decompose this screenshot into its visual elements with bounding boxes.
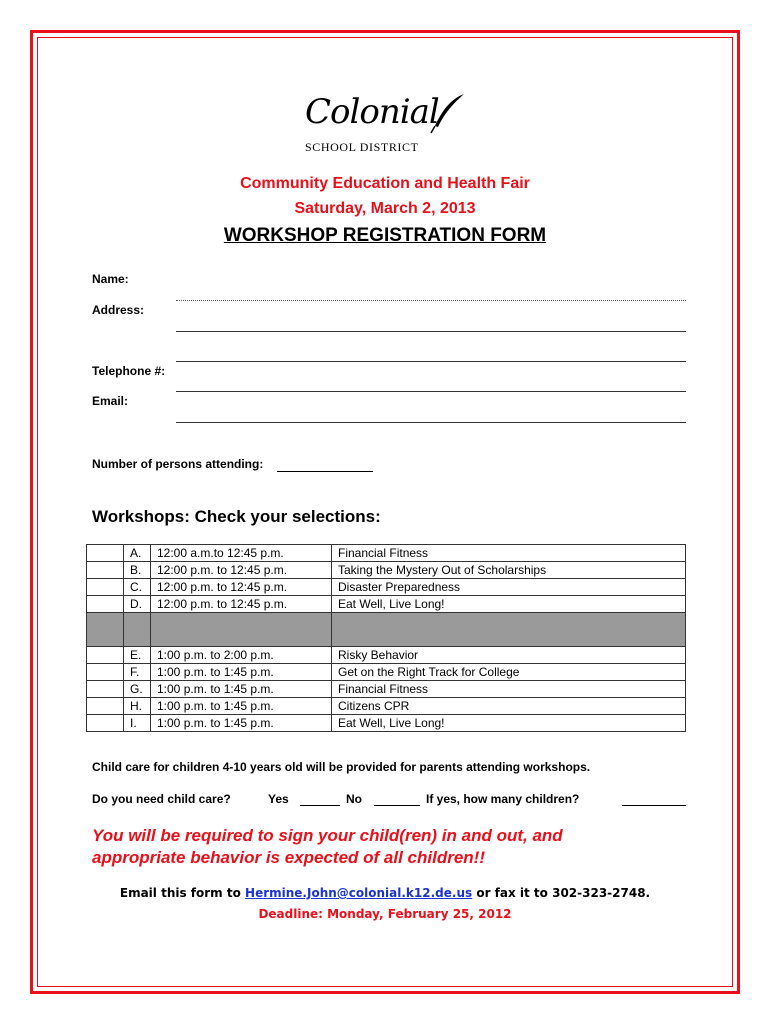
workshop-time: 1:00 p.m. to 1:45 p.m. [151,698,332,715]
table-row [87,698,686,715]
workshop-letter: C. [124,579,151,596]
email-label: Email: [92,394,129,408]
workshop-time: 1:00 p.m. to 1:45 p.m. [151,715,332,732]
warning-line-2: appropriate behavior is expected of all children!! [92,848,485,867]
table-row [87,664,686,681]
workshop-topic: Disaster Preparedness [332,579,686,596]
how-many-label: If yes, how many children? [426,792,580,806]
how-many-line[interactable] [622,805,686,806]
workshop-time: 12:00 p.m. to 12:45 p.m. [151,579,332,596]
workshops-table [86,544,686,732]
name-label: Name: [92,272,129,286]
checkbox-cell[interactable] [87,698,124,715]
checkbox-cell[interactable] [87,579,124,596]
table-row [87,579,686,596]
checkbox-cell[interactable] [87,664,124,681]
behavior-warning [92,825,563,869]
table-row [87,681,686,698]
event-date: Saturday, March 2, 2013 [294,200,476,217]
childcare-question: Do you need child care? [92,792,231,806]
persons-label: Number of persons attending: [92,457,264,471]
workshop-letter: D. [124,596,151,613]
checkbox-cell[interactable] [87,715,124,732]
contact-prefix: Email this form to [119,886,241,900]
table-row [87,545,686,562]
workshop-time: 12:00 p.m. to 12:45 p.m. [151,562,332,579]
deadline: Deadline: Monday, February 25, 2012 [258,907,512,921]
contact-suffix: or fax it to 302-323-2748. [476,886,651,900]
table-row [87,715,686,732]
workshop-topic: Financial Fitness [332,681,686,698]
persons-line[interactable] [277,471,373,472]
workshop-letter: F. [124,664,151,681]
event-title: Community Education and Health Fair [240,175,530,192]
workshop-topic: Taking the Mystery Out of Scholarships [332,562,686,579]
checkbox-cell[interactable] [87,596,124,613]
address-line-2[interactable] [176,361,686,362]
no-label: No [346,792,362,806]
email-line[interactable] [176,422,686,423]
address-line-1[interactable] [176,331,686,332]
workshop-topic: Eat Well, Live Long! [332,715,686,732]
yes-label: Yes [268,792,289,806]
childcare-info: Child care for children 4-10 years old will be provided for parents attending workshops. [92,760,591,774]
telephone-line[interactable] [176,391,686,392]
name-line[interactable] [176,300,686,301]
workshop-letter: E. [124,647,151,664]
workshop-letter: H. [124,698,151,715]
workshop-letter: B. [124,562,151,579]
workshop-topic: Eat Well, Live Long! [332,596,686,613]
district-logo [305,92,465,158]
workshop-time: 1:00 p.m. to 1:45 p.m. [151,681,332,698]
workshops-title: Workshops: Check your selections: [92,507,381,526]
workshop-topic: Financial Fitness [332,545,686,562]
workshop-time: 12:00 a.m.to 12:45 p.m. [151,545,332,562]
table-row [87,596,686,613]
yes-line[interactable] [300,805,340,806]
checkbox-cell[interactable] [87,545,124,562]
form-title: WORKSHOP REGISTRATION FORM [223,225,547,246]
checkbox-cell[interactable] [87,562,124,579]
workshop-letter: A. [124,545,151,562]
table-row [87,562,686,579]
address-label: Address: [92,303,145,317]
workshop-time: 1:00 p.m. to 2:00 p.m. [151,647,332,664]
table-separator-row [87,613,686,647]
contact-line [0,886,770,900]
no-line[interactable] [374,805,420,806]
email-link[interactable]: Hermine.John@colonial.k12.de.us [245,886,473,900]
workshop-topic: Citizens CPR [332,698,686,715]
workshop-time: 12:00 p.m. to 12:45 p.m. [151,596,332,613]
checkbox-cell[interactable] [87,681,124,698]
workshop-time: 1:00 p.m. to 1:45 p.m. [151,664,332,681]
workshop-topic: Risky Behavior [332,647,686,664]
warning-line-1: You will be required to sign your child(ren) in and out, and [92,826,563,845]
logo-subtitle: SCHOOL DISTRICT [305,140,419,154]
telephone-label: Telephone #: [92,364,166,378]
checkbox-cell[interactable] [87,647,124,664]
workshop-letter: G. [124,681,151,698]
workshop-letter: I. [124,715,151,732]
childcare-question-row [92,792,692,810]
table-row [87,647,686,664]
logo-script-text: Colonial [305,92,439,132]
workshop-topic: Get on the Right Track for College [332,664,686,681]
quill-icon [427,92,467,134]
